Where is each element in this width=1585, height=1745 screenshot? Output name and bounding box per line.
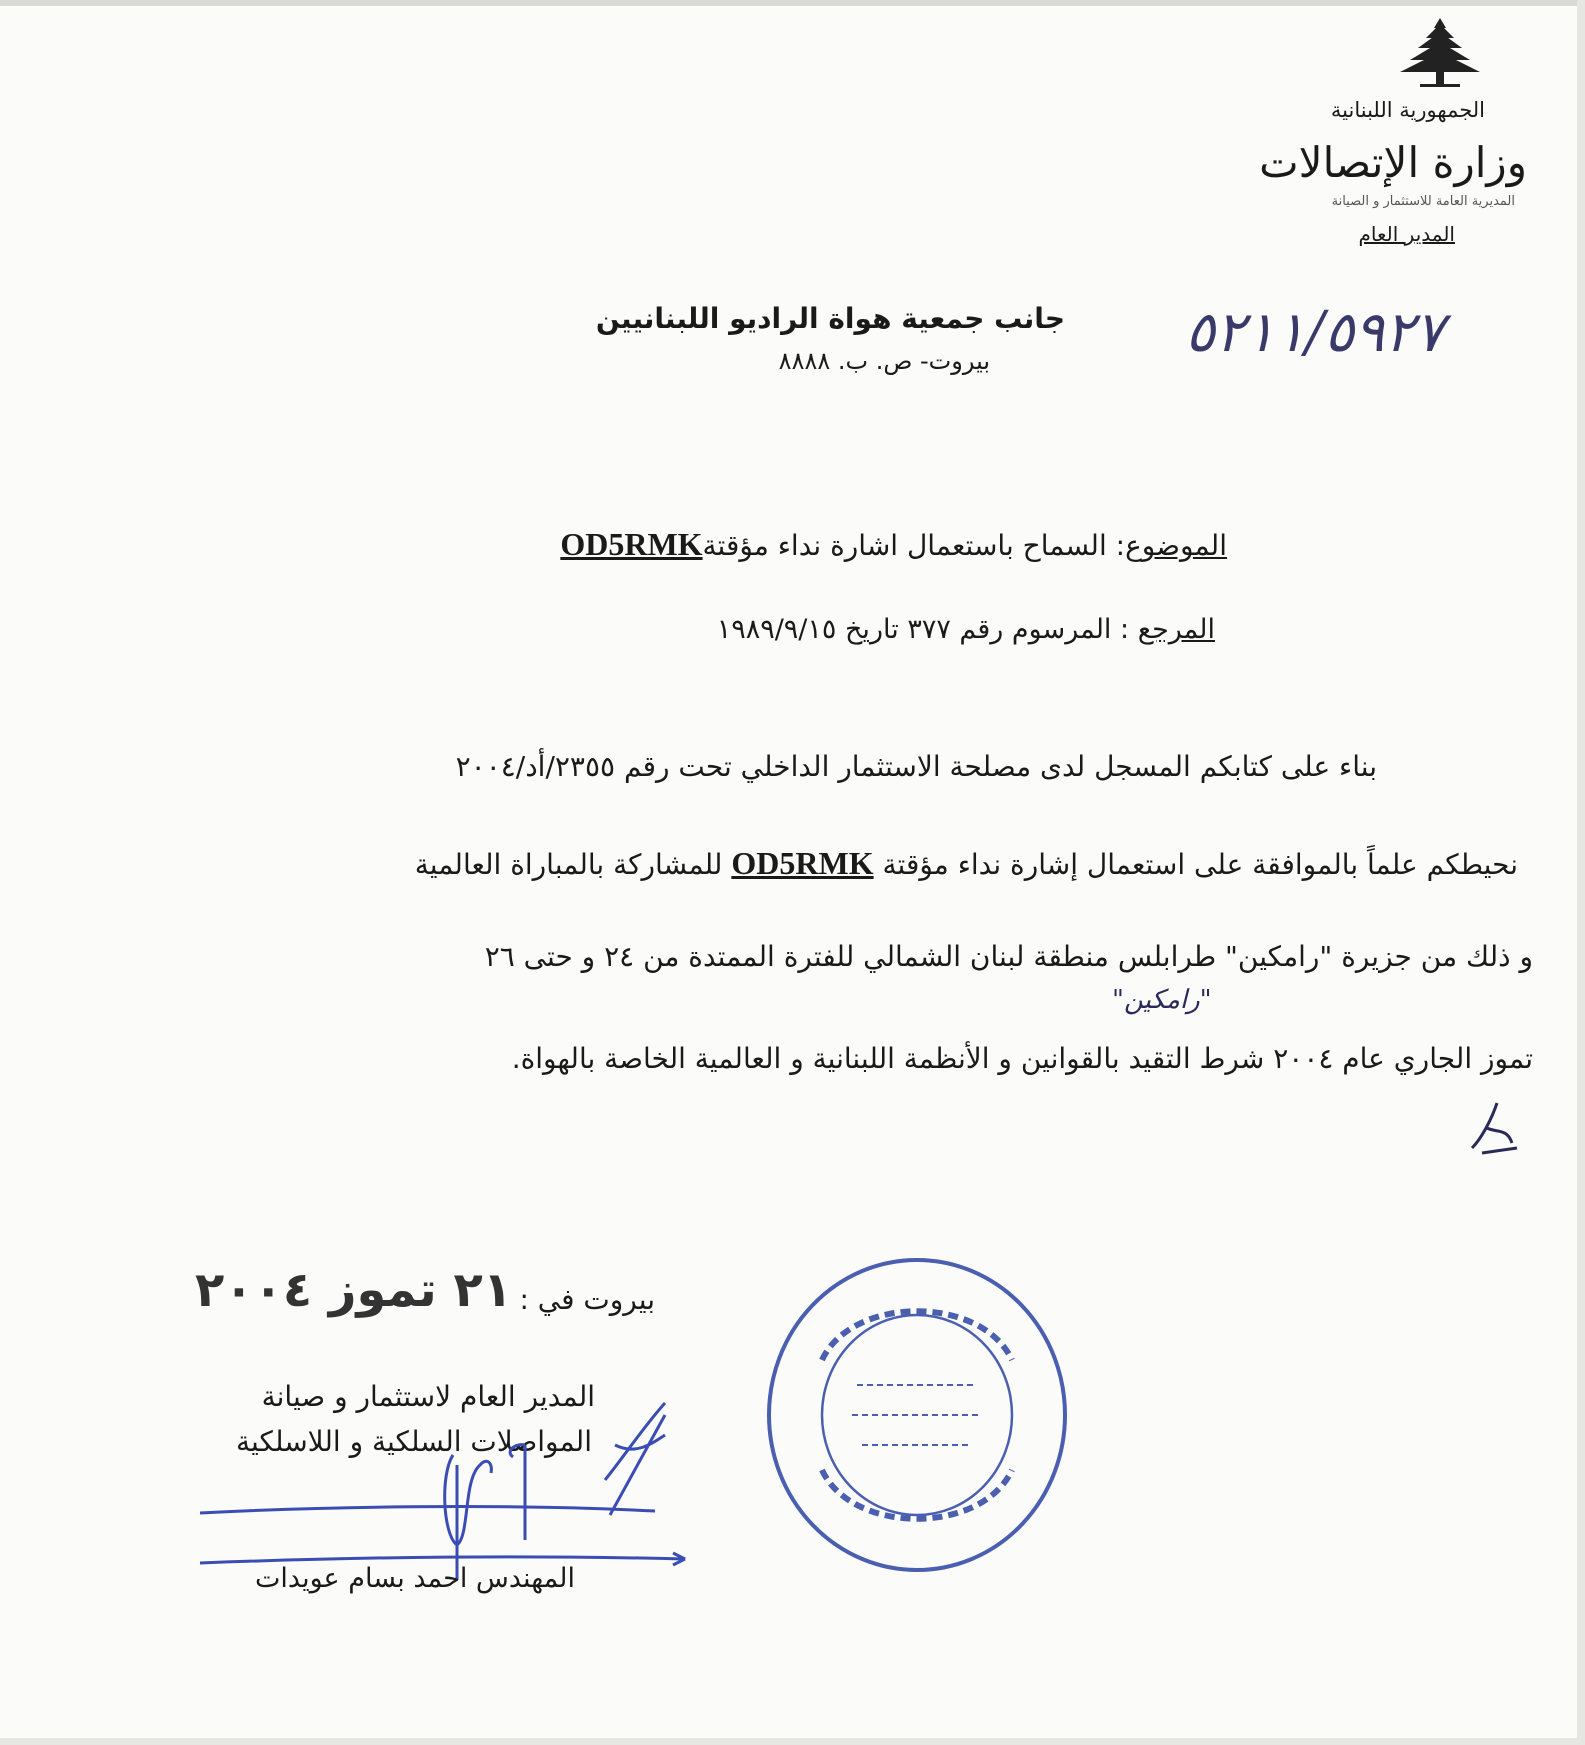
body-line-1: بناء على كتابكم المسجل لدى مصلحة الاستثمار الداخلي تحت رقم ٢٣٥٥/أد/٢٠٠٤ (455, 750, 1377, 783)
body-line-2-start: نحيطكم علماً بالموافقة على استعمال إشارة نداء مؤقتة (873, 848, 1518, 881)
addressee-line2: بيروت- ص. ب. ٨٨٨٨ (778, 347, 990, 375)
signatory-title-2: المواصلات السلكية و اللاسلكية (236, 1425, 592, 1458)
reference-number: ٥٢١١/٥٩٢٧ (1185, 300, 1445, 365)
scan-edge-top (0, 0, 1585, 6)
subject-callsign: OD5RMK (560, 526, 703, 562)
scan-edge-bottom (0, 1738, 1585, 1745)
directorate-label: المديرية العامة للاستثمار و الصيانة (1331, 194, 1515, 209)
body-line-3: و ذلك من جزيرة "رامكين" طرابلس منطقة لبنان الشمالي للفترة الممتدة من ٢٤ و حتى ٢٦ (484, 940, 1533, 973)
subject-text: : السماح باستعمال اشارة نداء مؤقتة (702, 529, 1126, 562)
ministry-title: وزارة الإتصالات (1259, 138, 1527, 187)
reference-text: : المرسوم رقم ٣٧٧ تاريخ ١٩٨٩/٩/١٥ (716, 614, 1138, 645)
body-line-2-end: للمشاركة بالمباراة العالمية (414, 848, 732, 881)
scan-edge-right (1577, 0, 1585, 1745)
body-line-2 (415, 845, 1518, 882)
director-general-label: المدير العام (1358, 222, 1455, 246)
signature-icon (195, 1385, 735, 1585)
place-date-label: بيروت في : (519, 1283, 655, 1316)
handwritten-note: "رامكين" (1112, 985, 1212, 1015)
signatory-title-1: المدير العام لاستثمار و صيانة (261, 1380, 595, 1413)
signatory-name: المهندس احمد بسام عويدات (255, 1563, 575, 1594)
subject-label: الموضوع (1125, 529, 1227, 562)
addressee-line1: جانب جمعية هواة الراديو اللبنانيين (595, 302, 1065, 335)
body-callsign: OD5RMK (731, 845, 874, 881)
initials-mark-icon (1462, 1098, 1522, 1158)
cedar-emblem-icon (1390, 16, 1490, 94)
subject-line (560, 526, 1227, 563)
handwritten-date: ٢١ تموز ٢٠٠٤ (195, 1262, 513, 1318)
official-stamp-icon (762, 1255, 1072, 1575)
republic-label: الجمهورية اللبنانية (1330, 98, 1485, 122)
reference-label: المرجع (1137, 614, 1215, 645)
reference-line (717, 614, 1215, 645)
body-line-4: تموز الجاري عام ٢٠٠٤ شرط التقيد بالقوانين و الأنظمة اللبنانية و العالمية الخاصة بالهواة. (511, 1042, 1533, 1075)
